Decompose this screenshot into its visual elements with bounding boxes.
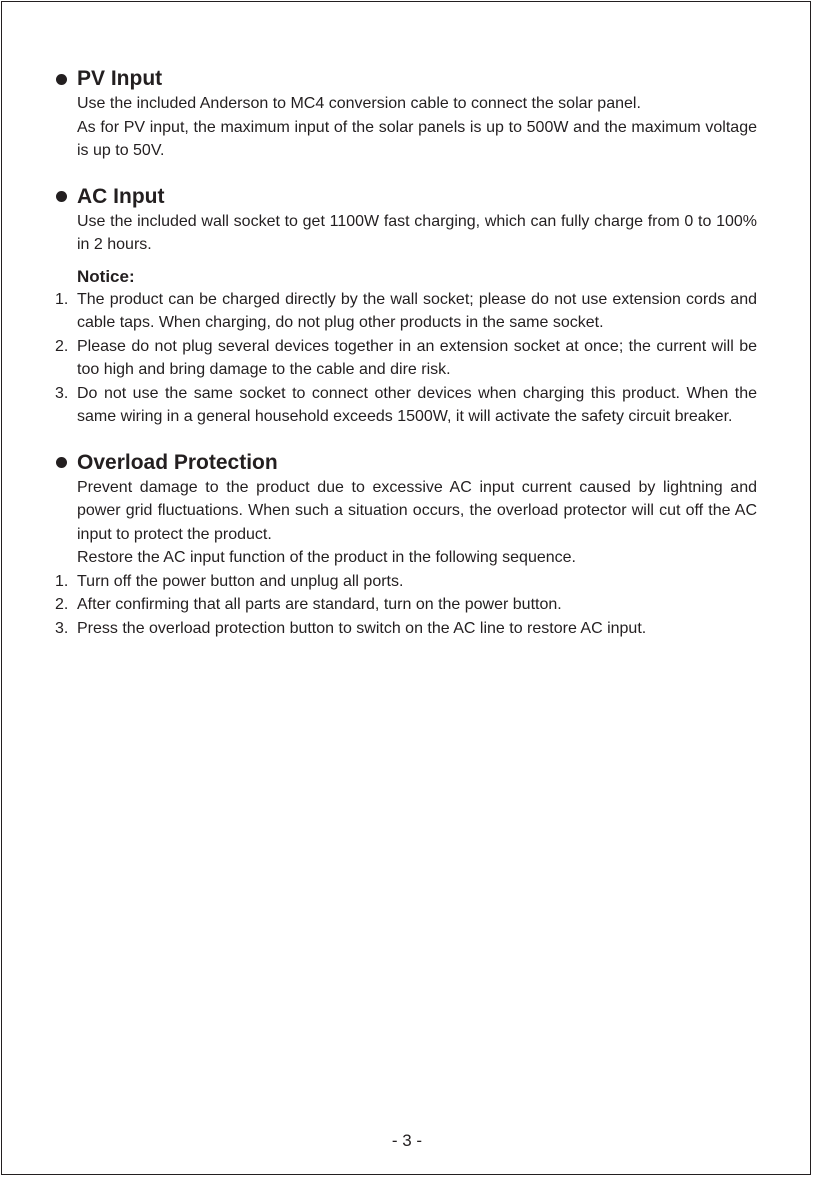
section-heading-overload-protection: Overload Protection: [77, 450, 278, 474]
section-heading-row: [55, 184, 757, 210]
list-number: 1.: [55, 572, 69, 590]
paragraph: Restore the AC input function of the product in the following sequence.: [77, 549, 576, 566]
paragraph: Prevent damage to the product due to excessive AC input current caused by lightning and power grid fluctuations. When such a situation occurs, the overload protector will cut off the AC input to protect the product.: [77, 478, 757, 543]
notice-item: [55, 288, 757, 335]
section-heading-row: [55, 450, 757, 476]
list-item-text: Turn off the power button and unplug all ports.: [77, 572, 404, 590]
list-item-text: Please do not plug several devices together in an extension socket at once; the current will be too high and bring damage to the cable and dire risk.: [77, 337, 757, 378]
list-item-text: After confirming that all parts are standard, turn on the power button.: [77, 596, 562, 613]
restore-step: [55, 617, 757, 641]
paragraph: As for PV input, the maximum input of the solar panels is up to 500W and the maximum voltage is up to 50V.: [77, 118, 757, 159]
list-item-text: Do not use the same socket to connect other devices when charging this product. When the same wiring in a general household exceeds 1500W, it will activate the safety circuit breaker.: [77, 384, 757, 425]
paragraph: Use the included wall socket to get 1100W fast charging, which can fully charge from 0 to 100% in 2 hours.: [77, 212, 757, 253]
list-item-text: Press the overload protection button to switch on the AC line to restore AC input.: [77, 619, 647, 637]
section-overload-protection: [55, 450, 757, 641]
list-item-text: The product can be charged directly by the wall socket; please do not use extension cords and cable taps. When charging, do not plug other products in the same socket.: [77, 290, 757, 331]
list-number: 3.: [55, 619, 69, 637]
bullet-icon: [56, 191, 67, 202]
restore-step: [55, 570, 757, 594]
bullet-icon: [56, 457, 67, 468]
notice-label: Notice:: [77, 266, 135, 286]
section-heading-ac-input: AC Input: [77, 184, 165, 208]
notice-list: [55, 288, 757, 429]
paragraph: Use the included Anderson to MC4 conversion cable to connect the solar panel.: [77, 95, 641, 112]
manual-page-content: [55, 66, 757, 640]
list-number: 3.: [55, 384, 69, 402]
page-number: - 3 -: [391, 1131, 423, 1150]
bullet-icon: [56, 74, 67, 85]
section-ac-input: [55, 184, 757, 429]
list-number: 2.: [55, 596, 69, 613]
section-heading-pv-input: PV Input: [77, 67, 163, 90]
list-number: 2.: [55, 337, 69, 355]
restore-steps-list: [55, 570, 757, 641]
section-pv-input: [55, 66, 757, 163]
list-number: 1.: [55, 290, 69, 308]
restore-step: [55, 593, 757, 617]
notice-item: [55, 382, 757, 429]
section-heading-row: [55, 66, 757, 92]
notice-item: [55, 335, 757, 382]
